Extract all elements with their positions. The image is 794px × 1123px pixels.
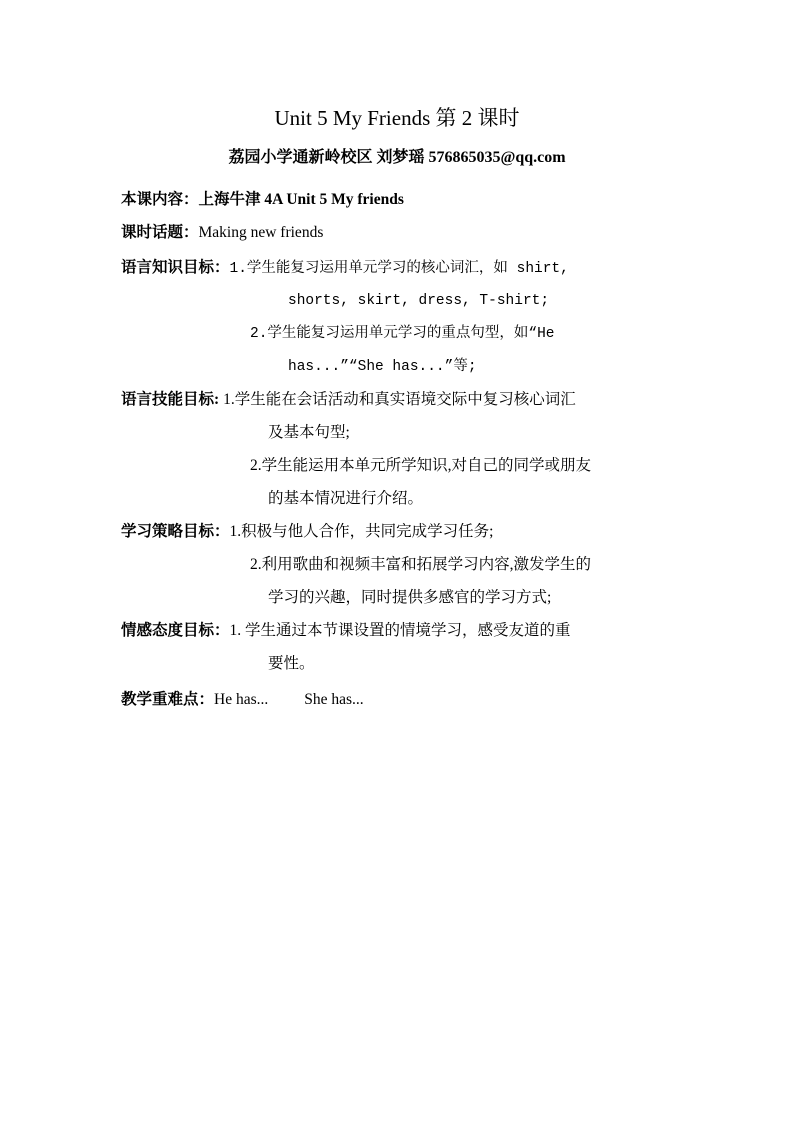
lesson-topic-label: 课时话题： <box>121 224 199 241</box>
language-skill-item2: 2.学生能运用本单元所学知识,对自己的同学或朋友 <box>250 457 592 474</box>
language-knowledge-item2: 2.学生能复习运用单元学习的重点句型，如“He <box>250 326 555 342</box>
language-skill-item1: 1.学生能在会话活动和真实语境交际中复习核心词汇 <box>223 391 576 408</box>
author-line: 荔园小学通新岭校区 刘梦瑶 576865035@qq.com <box>228 149 566 166</box>
language-skill-label: 语言技能目标: <box>121 391 220 408</box>
lesson-content-value: 上海牛津 4A Unit 5 My friends <box>198 191 404 208</box>
document-title: Unit 5 My Friends 第 2 课时 <box>274 106 520 130</box>
language-knowledge-label: 语言知识目标： <box>121 259 230 276</box>
emotion-attitude-row <box>121 619 571 643</box>
key-points-row <box>121 688 364 712</box>
lesson-content-label: 本课内容： <box>121 191 199 208</box>
language-knowledge-item1: 1.学生能复习运用单元学习的核心词汇，如 shirt, <box>229 261 569 277</box>
learning-strategy-item2: 2.利用歌曲和视频丰富和拓展学习内容,激发学生的 <box>250 556 592 573</box>
lesson-topic-value: Making new friends <box>198 224 324 241</box>
learning-strategy-item2-cont: 学习的兴趣，同时提供多感官的学习方式; <box>268 589 552 606</box>
lesson-topic-row <box>121 221 323 245</box>
learning-strategy-item1: 1.积极与他人合作，共同完成学习任务; <box>229 523 494 540</box>
language-knowledge-item1-cont: shorts, skirt, dress, T-shirt; <box>288 293 550 309</box>
key-points-value2: She has... <box>304 691 364 708</box>
language-skill-row <box>121 388 576 412</box>
key-points-label: 教学重难点： <box>121 691 215 708</box>
learning-strategy-label: 学习策略目标： <box>121 523 230 540</box>
emotion-attitude-label: 情感态度目标： <box>121 622 230 639</box>
language-knowledge-row <box>121 256 569 281</box>
emotion-attitude-item1: 1. 学生通过本节课设置的情境学习，感受友道的重 <box>229 622 571 639</box>
language-skill-item1-cont: 及基本句型; <box>268 424 350 441</box>
language-knowledge-item2-cont: has...”“She has...”等; <box>288 359 477 375</box>
learning-strategy-row <box>121 520 493 544</box>
lesson-content-row <box>121 188 404 212</box>
language-skill-item2-cont: 的基本情况进行介绍。 <box>268 490 424 507</box>
emotion-attitude-item1-cont: 要性。 <box>268 655 315 672</box>
key-points-value1: He has... <box>214 691 269 708</box>
